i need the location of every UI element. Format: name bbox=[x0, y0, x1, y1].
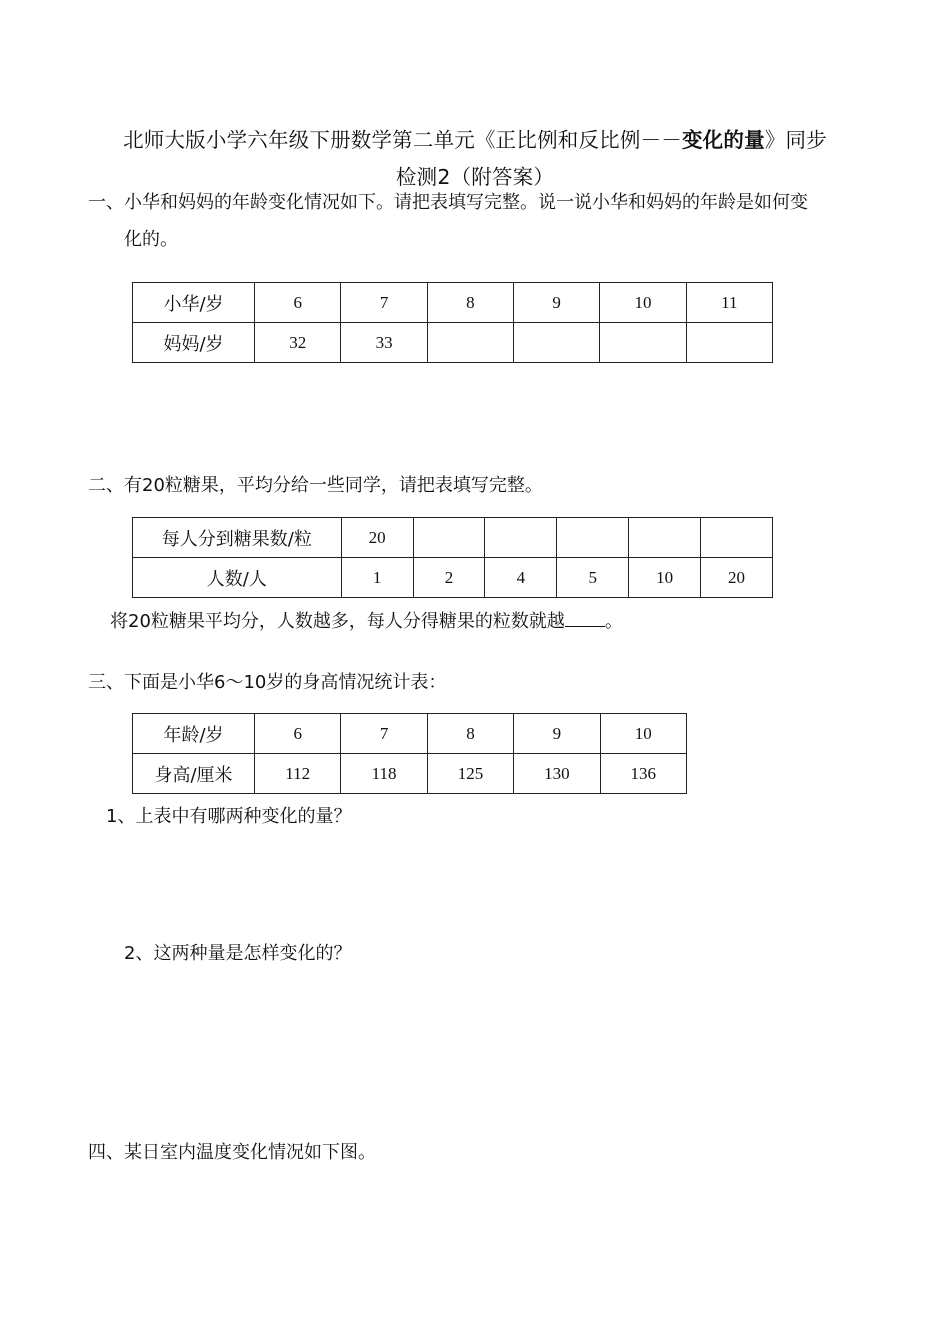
candy-table bbox=[132, 517, 773, 598]
answer-cell[interactable] bbox=[514, 323, 600, 363]
answer-cell[interactable] bbox=[485, 518, 557, 558]
table-cell: 20 bbox=[701, 558, 773, 598]
answer-cell[interactable] bbox=[600, 323, 686, 363]
table-cell: 10 bbox=[600, 714, 686, 754]
question-3-sub-1: 1、上表中有哪两种变化的量？ bbox=[106, 806, 352, 827]
table-cell: 8 bbox=[427, 283, 513, 323]
question-4-text: 四、某日室内温度变化情况如下图。 bbox=[88, 1142, 376, 1163]
table-cell: 4 bbox=[485, 558, 557, 598]
answer-cell[interactable] bbox=[701, 518, 773, 558]
table-cell: 20 bbox=[341, 518, 413, 558]
table-cell: 33 bbox=[341, 323, 427, 363]
fill-sentence-end: 。 bbox=[604, 611, 623, 632]
table-row bbox=[133, 754, 687, 794]
question-2-text: 二、有20粒糖果，平均分给一些同学，请把表填写完整。 bbox=[88, 475, 543, 496]
page-subtitle: 检测2（附答案） bbox=[395, 165, 555, 189]
fill-sentence-text: 将20粒糖果平均分，人数越多，每人分得糖果的粒数就越 bbox=[110, 611, 565, 632]
fill-blank[interactable] bbox=[565, 608, 605, 627]
answer-cell[interactable] bbox=[413, 518, 485, 558]
table-cell: 妈妈/岁 bbox=[133, 323, 255, 363]
table-cell: 2 bbox=[413, 558, 485, 598]
table-row bbox=[133, 518, 773, 558]
question-3-text: 三、下面是小华6～10岁的身高情况统计表： bbox=[88, 672, 447, 693]
answer-cell[interactable] bbox=[629, 518, 701, 558]
question-1-text-cont: 化的。 bbox=[124, 229, 178, 250]
table-cell: 136 bbox=[600, 754, 686, 794]
table-row bbox=[133, 558, 773, 598]
table-cell: 年龄/岁 bbox=[133, 714, 255, 754]
table-cell: 118 bbox=[341, 754, 427, 794]
height-table bbox=[132, 713, 687, 794]
table-row bbox=[133, 323, 773, 363]
table-cell: 32 bbox=[255, 323, 341, 363]
table-cell: 人数/人 bbox=[133, 558, 342, 598]
table-cell: 9 bbox=[514, 714, 600, 754]
table-cell: 8 bbox=[427, 714, 513, 754]
question-3-sub-2: 2、这两种量是怎样变化的？ bbox=[124, 943, 352, 964]
title-bold-text: 变化的量 bbox=[681, 128, 765, 152]
table-cell: 身高/厘米 bbox=[133, 754, 255, 794]
table-row bbox=[133, 283, 773, 323]
table-row bbox=[133, 714, 687, 754]
table-cell: 每人分到糖果数/粒 bbox=[133, 518, 342, 558]
table-cell: 7 bbox=[341, 714, 427, 754]
question-2-fill-sentence bbox=[110, 608, 623, 636]
title-text: 北师大版小学六年级下册数学第二单元《正比例和反比例－－ bbox=[123, 128, 682, 152]
title-suffix-text: 》同步 bbox=[764, 128, 827, 152]
table-cell: 10 bbox=[600, 283, 686, 323]
table-cell: 11 bbox=[686, 283, 772, 323]
question-1-text: 一、小华和妈妈的年龄变化情况如下。请把表填写完整。说一说小华和妈妈的年龄是如何变 bbox=[88, 192, 808, 213]
table-cell: 5 bbox=[557, 558, 629, 598]
table-cell: 6 bbox=[255, 714, 341, 754]
table-cell: 7 bbox=[341, 283, 427, 323]
table-cell: 112 bbox=[255, 754, 341, 794]
table-cell: 小华/岁 bbox=[133, 283, 255, 323]
table-cell: 9 bbox=[514, 283, 600, 323]
answer-cell[interactable] bbox=[427, 323, 513, 363]
answer-cell[interactable] bbox=[557, 518, 629, 558]
table-cell: 10 bbox=[629, 558, 701, 598]
page-title bbox=[60, 125, 890, 155]
table-cell: 1 bbox=[341, 558, 413, 598]
table-cell: 6 bbox=[255, 283, 341, 323]
age-table bbox=[132, 282, 773, 363]
answer-cell[interactable] bbox=[686, 323, 772, 363]
table-cell: 130 bbox=[514, 754, 600, 794]
table-cell: 125 bbox=[427, 754, 513, 794]
